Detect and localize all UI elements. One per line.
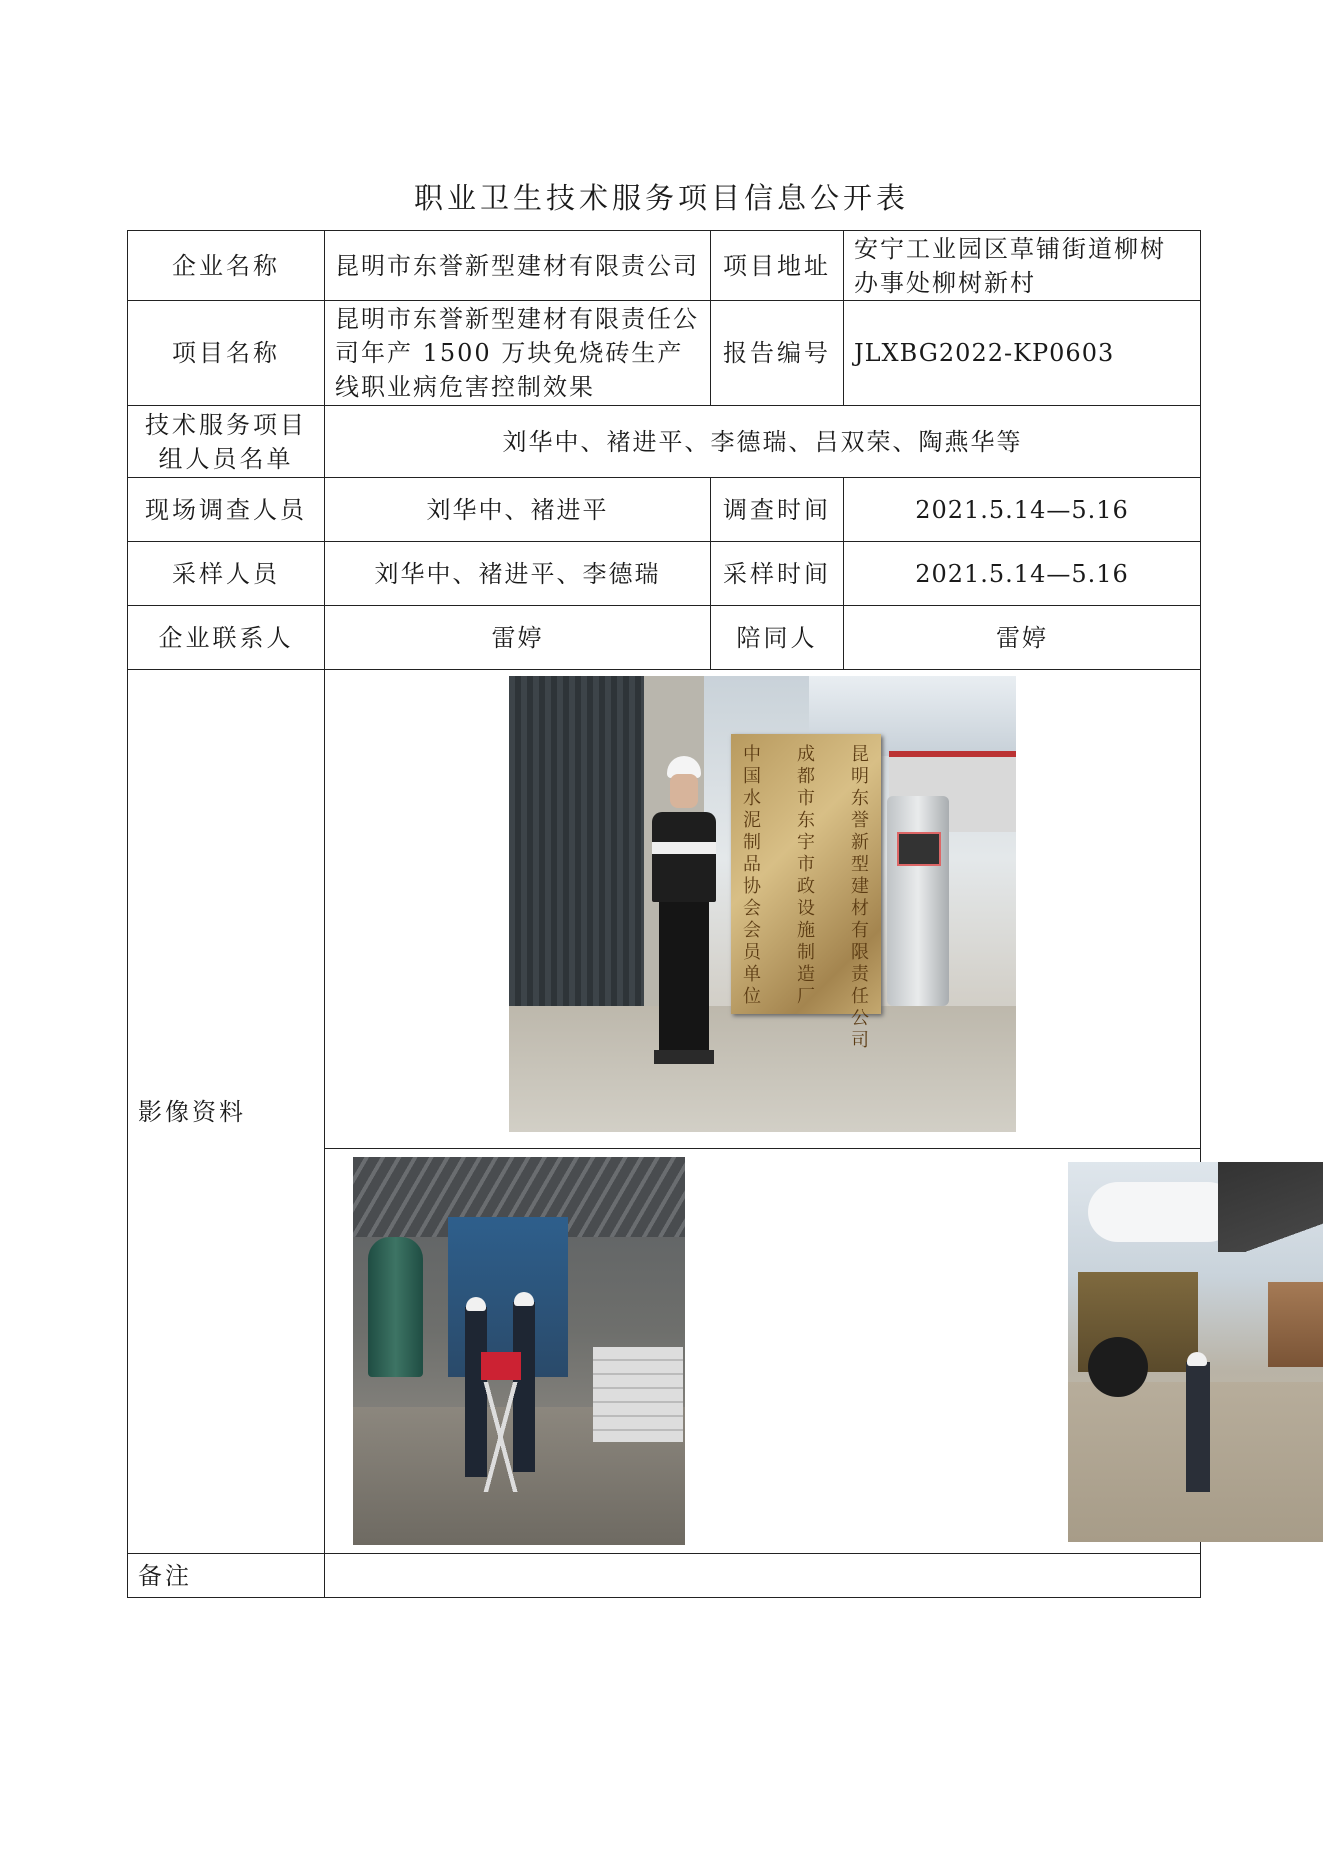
table-row — [128, 542, 1201, 606]
photo-hopper — [1268, 1282, 1323, 1367]
table-row — [128, 670, 1201, 1149]
yard-sampling-photo — [1068, 1162, 1323, 1542]
media-label: 影像资料 — [128, 670, 325, 1554]
helmet — [1187, 1352, 1207, 1366]
gate-machine — [887, 796, 949, 1006]
shirt-stripe — [652, 842, 716, 854]
sampling-time-label: 采样时间 — [711, 542, 844, 606]
table-row — [128, 406, 1201, 478]
report-label: 报告编号 — [711, 301, 844, 406]
contact-value: 雷婷 — [325, 606, 711, 670]
head — [670, 774, 698, 808]
address-value: 安宁工业园区草铺街道柳树办事处柳树新村 — [844, 231, 1201, 301]
escort-label: 陪同人 — [711, 606, 844, 670]
remarks-label: 备注 — [128, 1554, 325, 1598]
remarks-value — [325, 1554, 1201, 1598]
sign-text-middle: 成都市东宇市政设施制造厂 — [797, 744, 815, 1007]
sampling-instrument — [481, 1352, 521, 1380]
helmet — [466, 1297, 486, 1311]
survey-time-label: 调查时间 — [711, 478, 844, 542]
company-sign-board — [731, 734, 881, 1051]
photo-ground — [509, 1006, 1016, 1132]
survey-staff-label: 现场调查人员 — [128, 478, 325, 542]
company-label: 企业名称 — [128, 231, 325, 301]
table-row — [128, 606, 1201, 670]
legs — [659, 902, 709, 1052]
team-label: 技术服务项目组人员名单 — [128, 406, 325, 478]
workshop-sampling-photo — [353, 1157, 685, 1545]
photo-cloud — [1088, 1182, 1238, 1242]
sampling-time-value: 2021.5.14—5.16 — [844, 542, 1201, 606]
sign-text-right: 昆明东誉新型建材有限责任公司 — [851, 744, 869, 1051]
photo-shed — [1218, 1162, 1323, 1252]
report-value: JLXBG2022-KP0603 — [844, 301, 1201, 406]
project-value: 昆明市东誉新型建材有限责任公司年产 1500 万块免烧砖生产线职业病危害控制效果 — [325, 301, 711, 406]
survey-staff-value: 刘华中、褚进平 — [325, 478, 711, 542]
address-label: 项目地址 — [711, 231, 844, 301]
photo-cell-bottom — [325, 1149, 1201, 1554]
worker-figure — [1186, 1362, 1210, 1492]
shoes — [654, 1050, 714, 1064]
photo-bags — [593, 1347, 683, 1442]
contact-label: 企业联系人 — [128, 606, 325, 670]
table-row — [128, 478, 1201, 542]
table-row — [128, 301, 1201, 406]
sign-text-left: 中国水泥制品协会会员单位 — [743, 744, 761, 1007]
surveyor-figure — [634, 756, 730, 1068]
sampling-staff-label: 采样人员 — [128, 542, 325, 606]
photo-loader-wheel — [1088, 1337, 1148, 1397]
photo-cell-main — [325, 670, 1201, 1149]
photo-wall — [509, 676, 644, 1006]
site-sign-photo — [509, 676, 1016, 1132]
page-title: 职业卫生技术服务项目信息公开表 — [413, 181, 909, 215]
project-label: 项目名称 — [128, 301, 325, 406]
info-table — [127, 230, 1201, 1598]
torso — [652, 812, 716, 902]
company-value: 昆明市东誉新型建材有限责公司 — [325, 231, 711, 301]
photo-tank — [368, 1237, 423, 1377]
tripod — [471, 1382, 531, 1492]
helmet — [514, 1292, 534, 1306]
table-row — [128, 1554, 1201, 1598]
escort-value: 雷婷 — [844, 606, 1201, 670]
gate-machine-screen — [897, 832, 941, 866]
sampling-staff-value: 刘华中、褚进平、李德瑞 — [325, 542, 711, 606]
team-value: 刘华中、褚进平、李德瑞、吕双荣、陶燕华等 — [325, 406, 1201, 478]
table-row — [128, 231, 1201, 301]
survey-time-value: 2021.5.14—5.16 — [844, 478, 1201, 542]
